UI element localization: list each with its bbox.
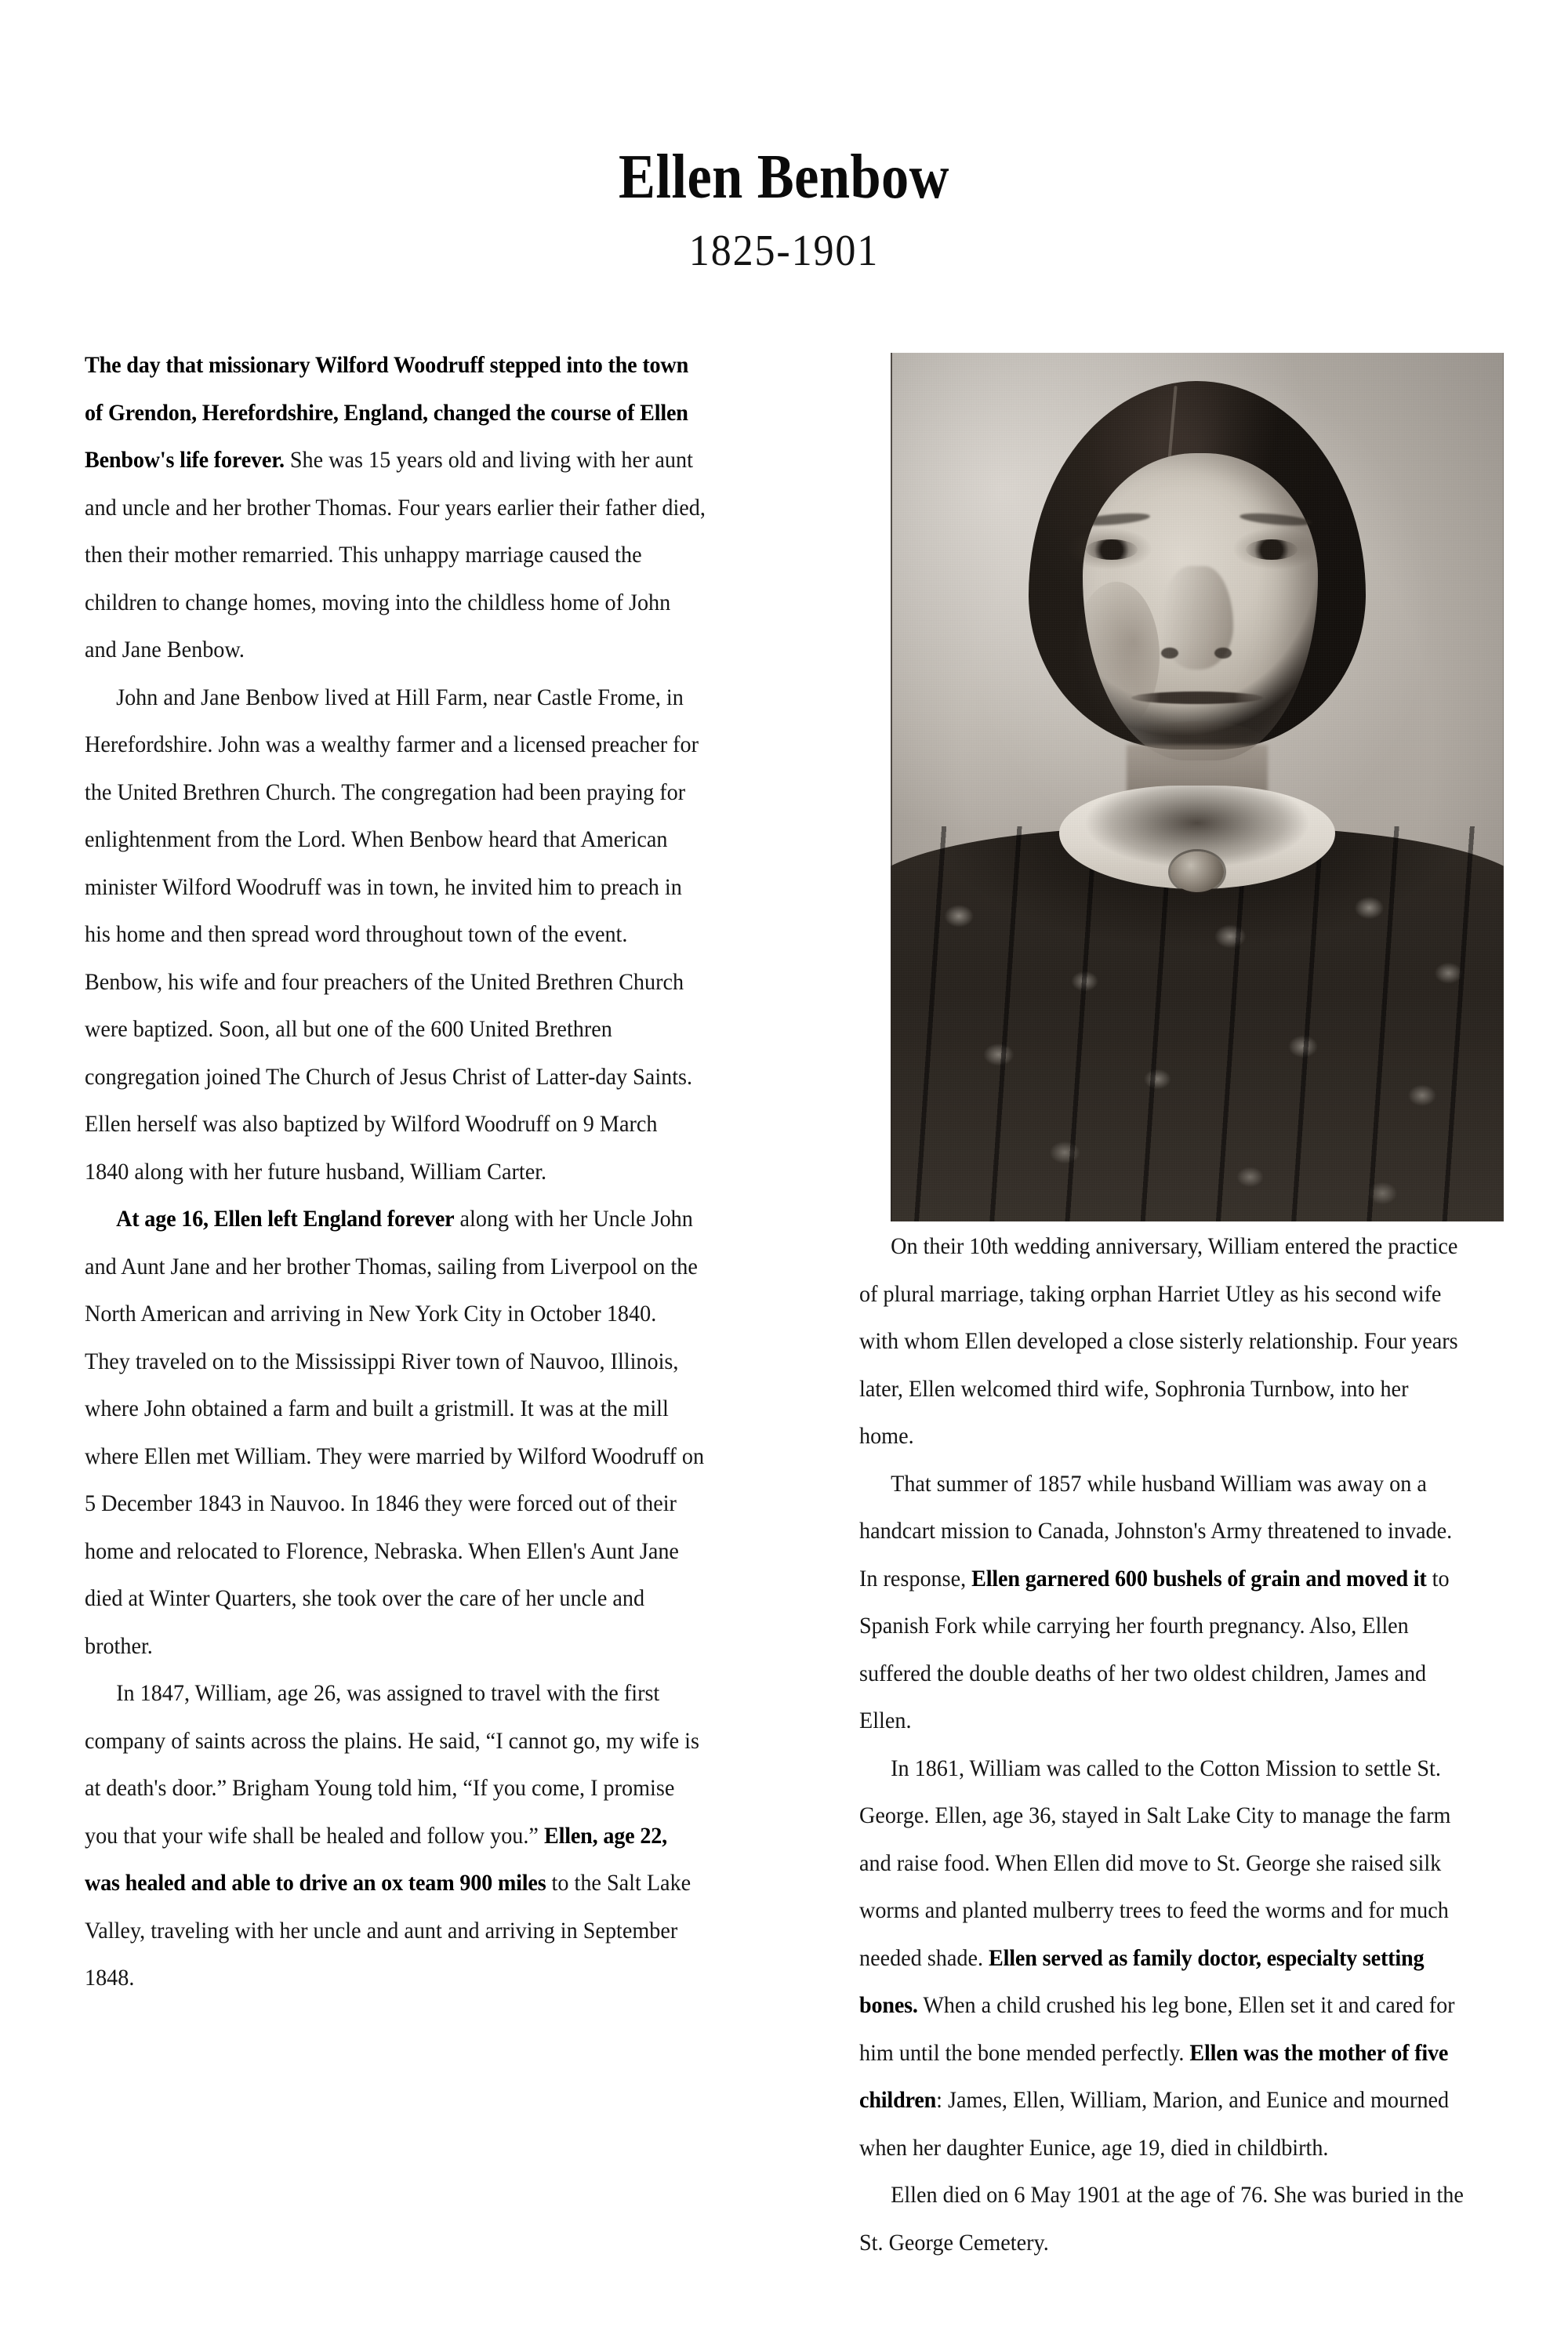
emphasis-bold: Ellen served as family doctor, especialty setting bones.: [859, 1945, 1425, 2018]
lead-in-bold: The day that missionary Wilford Woodruff stepped into the town of Grendon, Herefordshire, England, changed the course of Ellen Benbow's life forever.: [85, 353, 689, 473]
photo-backdrop: [891, 353, 1504, 1221]
paragraph-text: along with her Uncle John and Aunt Jane and her brother Thomas, sailing from Liverpool on the North American and arriving in New York City in October 1840. They traveled on to the Mississippi River town of Nauvoo, Illinois, where John obtained a farm and built a gristmill. It was at the mill where Ellen met William. They were married by Wilford Woodruff on 5 December 1843 in Nauvoo. In 1846 they were forced out of their home and relocated to Florence, Nebraska. When Ellen's Aunt Jane died at Winter Quarters, she took over the care of her uncle and brother.: [85, 1207, 705, 1659]
emphasis-bold: Ellen garnered 600 bushels of grain and moved it: [971, 1566, 1427, 1592]
portrait-photo: [891, 353, 1504, 1221]
eye-left: [1086, 539, 1138, 560]
paragraph-text-tail: to the Salt Lake Valley, traveling with her uncle and aunt and arriving in September 1848.: [85, 1871, 691, 1991]
paragraph: [85, 342, 706, 674]
masthead: [0, 143, 1568, 275]
eye-right: [1246, 539, 1298, 560]
paragraph: [859, 1461, 1467, 1745]
life-dates: 1825-1901: [688, 227, 880, 275]
cheek-shadow: [1073, 582, 1160, 731]
paragraph-text: That summer of 1857 while husband William was away on a handcart mission to Canada, Johnston's Army threatened to invade. In response,: [859, 1471, 1453, 1592]
left-column-body: [85, 342, 735, 2002]
paragraph: [85, 1670, 706, 2002]
brooch: [1171, 851, 1224, 892]
nostril-left: [1161, 648, 1178, 659]
emphasis-bold-2: Ellen was the mother of five children: [859, 2040, 1449, 2113]
paragraph-text: John and Jane Benbow lived at Hill Farm, near Castle Frome, in Herefordshire. John was a wealthy farmer and a licensed preacher for the United Brethren Church. The congregation had been praying for enlightenment from the Lord. When Benbow heard that American minister Wilford Woodruff was in town, he invited him to preach in his home and then spread word throughout town of the event. Benbow, his wife and four preachers of the United Brethren Church were baptized. Soon, all but one of the 600 United Brethren congregation joined The Church of Jesus Christ of Latter-day Saints. Ellen herself was also baptized by Wilford Woodruff on 9 March 1840 along with her future husband, William Carter.: [85, 684, 699, 1185]
paragraph-text: On their 10th wedding anniversary, William entered the practice of plural marriage, taking orphan Harriet Utley as his second wife with whom Ellen developed a close sisterly relationship. Four years later, Ellen welcomed third wife, Sophronia Turnbow, into her home.: [859, 1234, 1458, 1449]
paragraph-text-tail-2: : James, Ellen, William, Marion, and Eunice and mourned when her daughter Eunice, age 19, died in childbirth.: [859, 2088, 1450, 2161]
emphasis-bold: Ellen, age 22, was healed and able to drive an ox team 900 miles: [85, 1823, 667, 1896]
paragraph-text: She was 15 years old and living with her aunt and uncle and her brother Thomas. Four years earlier their father died, then their mother remarried. This unhappy marriage caused the children to change homes, moving into the childless home of John and Jane Benbow.: [85, 448, 706, 662]
left-column: [85, 342, 735, 2002]
page-title: Ellen Benbow: [619, 143, 949, 212]
paragraph-text-tail: When a child crushed his leg bone, Ellen set it and cared for him until the bone mended perfectly.: [859, 1993, 1455, 2066]
nostril-right: [1214, 648, 1232, 659]
paragraph: [85, 1196, 706, 1670]
right-column-body: [859, 1223, 1496, 2267]
paragraph: [859, 2172, 1467, 2267]
paragraph-text: In 1861, William was called to the Cotton Mission to settle St. George. Ellen, age 36, stayed in Salt Lake City to manage the farm and raise food. When Ellen did move to St. George she raised silk worms and planted mulberry trees to feed the worms and for much needed shade.: [859, 1755, 1451, 1971]
paragraph: [85, 674, 706, 1196]
mouth-line: [1131, 691, 1263, 704]
lead-in-bold: At age 16, Ellen left England forever: [116, 1207, 455, 1232]
paragraph-text: Ellen died on 6 May 1901 at the age of 76. She was buried in the St. George Cemetery.: [859, 2183, 1464, 2256]
paragraph-text-tail: to Spanish Fork while carrying her fourth pregnancy. Also, Ellen suffered the double deaths of her two oldest children, James and Ellen.: [859, 1566, 1450, 1733]
paragraph-text: In 1847, William, age 26, was assigned to travel with the first company of saints across the plains. He said, “I cannot go, my wife is at death's door.” Brigham Young told him, “If you come, I promise you that your wife shall be healed and follow you.”: [85, 1681, 699, 1849]
right-column: [859, 1223, 1496, 2267]
paragraph: [859, 1745, 1467, 2172]
paragraph: [859, 1223, 1467, 1461]
